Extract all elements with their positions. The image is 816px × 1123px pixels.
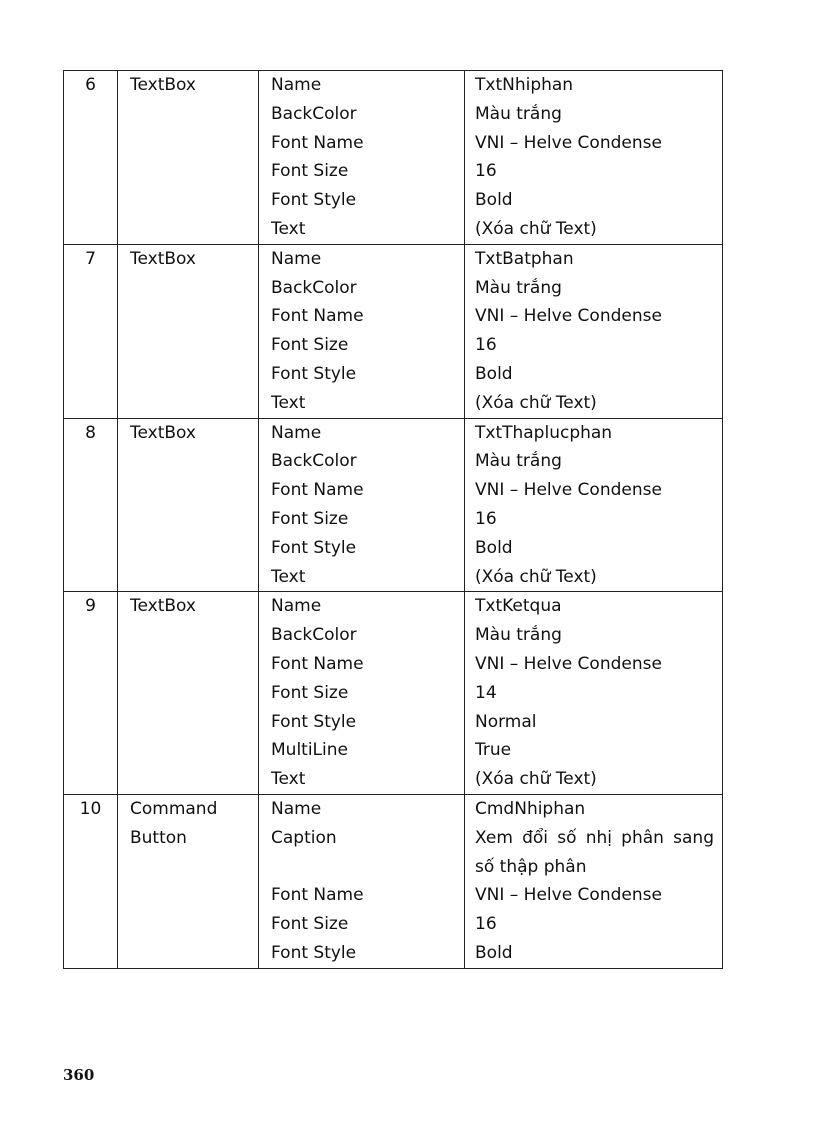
property-name: MultiLine	[271, 740, 348, 761]
property-name: Font Name	[271, 653, 364, 674]
property-name: Font Size	[271, 682, 349, 703]
property-value: Bold	[475, 942, 513, 963]
property-value: (Xóa chữ Text)	[475, 566, 597, 587]
row-number: 9	[85, 596, 96, 617]
property-name: Font Size	[271, 161, 349, 182]
value-cell	[465, 592, 723, 795]
property-name: Font Size	[271, 914, 349, 935]
control-type: TextBox	[130, 422, 196, 443]
control-type: TextBox	[130, 248, 196, 269]
property-value: số thập phân	[475, 856, 587, 877]
property-name: Name	[271, 798, 322, 819]
property-name: BackColor	[271, 277, 357, 298]
property-value: True	[475, 740, 512, 761]
property-name: BackColor	[271, 451, 357, 472]
property-value: Màu trắng	[475, 277, 562, 298]
property-name: BackColor	[271, 103, 357, 124]
control-type-cell	[118, 592, 259, 795]
property-value: (Xóa chữ Text)	[475, 769, 597, 790]
property-name: BackColor	[271, 625, 357, 646]
control-type: TextBox	[130, 75, 196, 95]
table-row	[64, 592, 723, 795]
property-name: Name	[271, 422, 322, 443]
property-name: Font Style	[271, 190, 357, 211]
property-value: Bold	[475, 190, 513, 211]
property-name: Text	[271, 218, 306, 239]
value-cell	[465, 794, 723, 968]
property-name: Font Size	[271, 508, 349, 529]
property-value: (Xóa chữ Text)	[475, 392, 597, 413]
property-cell	[259, 794, 465, 968]
property-name: Name	[271, 596, 322, 617]
property-name: Font Name	[271, 306, 364, 327]
property-name: Font Style	[271, 537, 357, 558]
row-number-cell	[64, 592, 118, 795]
property-value: Màu trắng	[475, 103, 562, 124]
row-number: 7	[85, 248, 96, 269]
page-number: 360	[63, 1066, 95, 1084]
table-body	[64, 71, 723, 969]
control-type: TextBox	[130, 596, 196, 617]
property-value: 16	[475, 161, 497, 182]
property-value: VNI – Helve Condense	[475, 653, 662, 674]
property-name: Font Name	[271, 480, 364, 501]
row-number: 10	[79, 798, 102, 819]
control-type-cell	[118, 71, 259, 245]
properties-table	[63, 70, 723, 969]
property-value: Màu trắng	[475, 625, 562, 646]
table-row	[64, 418, 723, 592]
property-name: Font Name	[271, 132, 364, 153]
property-name: Text	[271, 392, 306, 413]
property-name: Text	[271, 566, 306, 587]
property-value: 14	[475, 682, 497, 703]
property-value: 16	[475, 914, 497, 935]
property-cell	[259, 244, 465, 418]
property-cell	[259, 418, 465, 592]
property-value: 16	[475, 508, 497, 529]
row-number: 6	[85, 75, 96, 95]
property-name: Text	[271, 769, 306, 790]
control-type: Button	[130, 827, 187, 848]
property-name: Name	[271, 75, 322, 95]
control-type-cell	[118, 418, 259, 592]
property-value: 16	[475, 335, 497, 356]
row-number-cell	[64, 794, 118, 968]
row-number: 8	[85, 422, 96, 443]
property-value: TxtNhiphan	[475, 75, 574, 95]
table-row	[64, 244, 723, 418]
property-value: VNI – Helve Condense	[475, 306, 662, 327]
property-name: Font Size	[271, 335, 349, 356]
table-row	[64, 71, 723, 245]
property-name: Caption	[271, 827, 337, 848]
property-value: Bold	[475, 363, 513, 384]
row-number-cell	[64, 71, 118, 245]
value-cell	[465, 71, 723, 245]
property-name: Font Style	[271, 711, 357, 732]
property-value: TxtKetqua	[475, 596, 562, 617]
control-type-cell	[118, 244, 259, 418]
value-cell	[465, 244, 723, 418]
property-value: VNI – Helve Condense	[475, 132, 662, 153]
row-number-cell	[64, 418, 118, 592]
property-name: Font Style	[271, 363, 357, 384]
property-value: Màu trắng	[475, 451, 562, 472]
property-value: (Xóa chữ Text)	[475, 218, 597, 239]
control-type-cell	[118, 794, 259, 968]
control-type: Command	[130, 798, 218, 819]
value-cell	[465, 418, 723, 592]
property-value: CmdNhiphan	[475, 798, 586, 819]
row-number-cell	[64, 244, 118, 418]
property-cell	[259, 592, 465, 795]
property-value: VNI – Helve Condense	[475, 480, 662, 501]
table-row	[64, 794, 723, 968]
property-value: Xem đổi số nhị phân sang	[475, 827, 714, 848]
property-name: Name	[271, 248, 322, 269]
property-value: VNI – Helve Condense	[475, 885, 662, 906]
property-cell	[259, 71, 465, 245]
property-value: Bold	[475, 537, 513, 558]
property-value: TxtThaplucphan	[475, 422, 613, 443]
property-name: Font Name	[271, 885, 364, 906]
property-name	[271, 853, 464, 882]
property-name: Font Style	[271, 942, 357, 963]
property-value: TxtBatphan	[475, 248, 574, 269]
property-value: Normal	[475, 711, 537, 732]
